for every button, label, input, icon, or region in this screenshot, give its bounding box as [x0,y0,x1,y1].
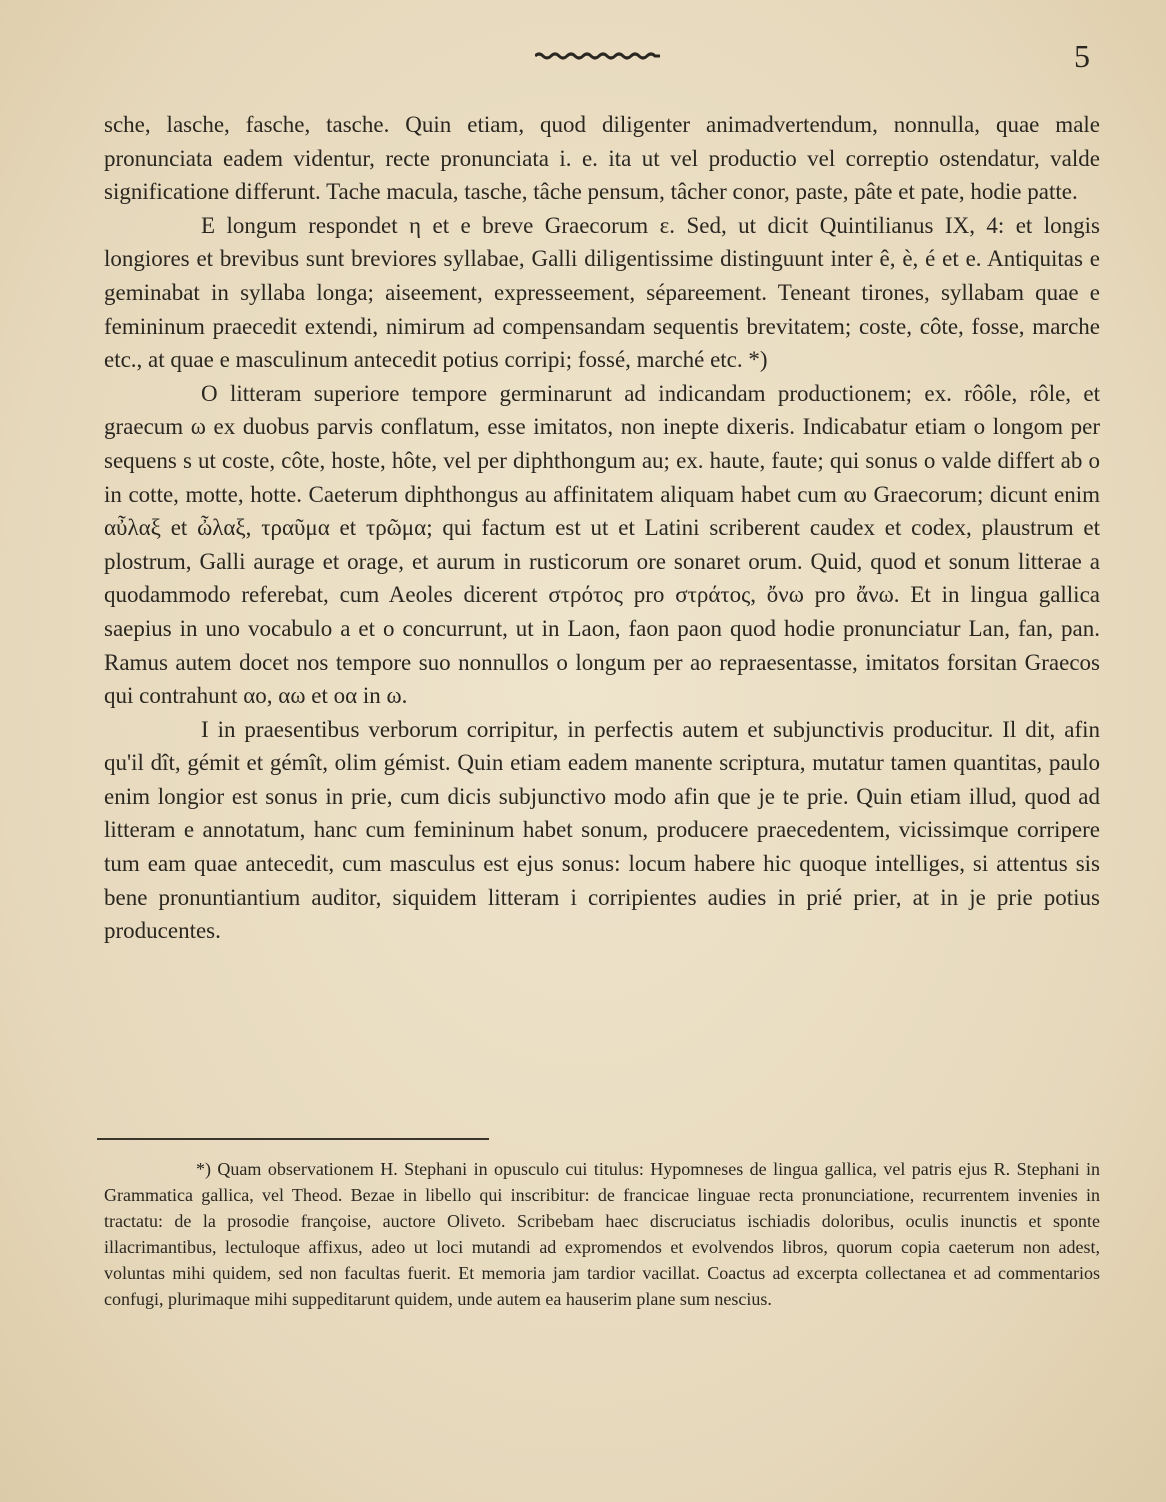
wavy-rule-ornament [535,51,660,61]
paragraph: sche, lasche, fasche, tasche. Quin etiam, quod diligenter animadvertendum, nonnulla, quae male pronunciata eadem videntur, recte pronunciata i. e. ita ut vel productio vel correptio ostendatur, valde significatione differunt. Tache macula, tasche, tâche pensum, tâcher conor, paste, pâte et pate, hodie patte. [104,112,1100,205]
footnote [104,1156,1100,1312]
paragraph: O litteram superiore tempore germinarunt ad indicandam productionem; ex. rôôle, rôle, et graecum ω ex duobus parvis conflatum, esse imitatos, non inepte dixeris. Indicabatur etiam o longom per sequens s ut coste, côte, hoste, hôte, vel per diphthongum au; ex. haute, faute; qui sonus o valde differt ab o in cotte, motte, hotte. Caeterum diphthongus au affinitatem aliquam habet cum αυ Graecorum; dicunt enim αὖλαξ et ὦλαξ, τραῦμα et τρῶμα; qui factum est ut et Latini scriberent caudex et codex, plaustrum et plostrum, Galli aurage et orage, et aurum in rusticorum ore sonaret orum. Quid, quod et sonum litterae a quodammodo referebat, cum Aeoles dicerent στρότος pro στράτος, ὄνω pro ἄνω. Et in lingua gallica saepius in uno vocabulo a et o concurrunt, ut in Laon, faon paon quod hodie pronunciatur Lan, fan, pan. Ramus autem docet nos tempore suo nonnullos o longum per ao repraesentasse, imitatos forsitan Graecos qui contrahunt αο, αω et οα in ω. [104,380,1100,709]
paragraph: I in praesentibus verborum corripitur, in perfectis autem et subjunctivis producitur. Il dit, afin qu'il dît, gémit et gémît, olim gémist. Quin etiam eadem manente scriptura, mutatur tamen quantitas, paulo enim longior est sonus in prie, cum dicis subjunctivo modo afin que je te prie. Quin etiam illud, quod ad litteram e annotatum, hanc cum femininum habet sonum, producere praecedentem, vicissimque corripere tum eam quae antecedit, cum masculus est ejus sonus: locum habere hic quoque intelliges, si attentus sis bene pronuntiantium auditor, siquidem litteram i corripientes audies in prié prier, at in je prie potius producentes. [104,716,1100,944]
footnote-text: *) Quam observationem H. Stephani in opusculo cui titulus: Hypomneses de lingua gallica, vel patris ejus R. Stephani in Grammatica gallica, vel Theod. Bezae in libello qui inscribitur: de francicae linguae recta pronunciatione, recurrentem invenies in tractatu: de la prosodie françoise, auctore Oliveto. Scribebam haec discruciatus ischiadis doloribus, oculis inunctis et sponte illacrimantibus, lectuloque affixus, adeo ut loci mutandi ad expromendos et evolvendos libros, quorum copia caeterum non adest, voluntas mihi quidem, sed non facultas fuerit. Et memoria jam tardior vacillat. Coactus ad excerpta collectanea et ad commentarios confugi, plurimaque mihi suppeditarunt quidem, unde autem ea hauserim plane sum nescius. [104,1159,1100,1309]
footnote-separator [97,1138,489,1140]
page-number: 5 [1074,38,1090,74]
main-text [104,108,1100,948]
paragraph: E longum respondet η et e breve Graecorum ε. Sed, ut dicit Quintilianus IX, 4: et longis longiores et brevibus sunt breviores syllabae, Galli diligentissime distinguunt inter ê, è, é et e. Antiquitas e geminabat in syllaba longa; aiseement, expresseement, sépareement. Teneant tirones, syllabam quae e femininum praecedit extendi, nimirum ad compensandam sequentis brevitatem; coste, côte, fosse, marche etc., at quae e masculinum antecedit potius corripi; fossé, marché etc. *) [104,212,1100,373]
